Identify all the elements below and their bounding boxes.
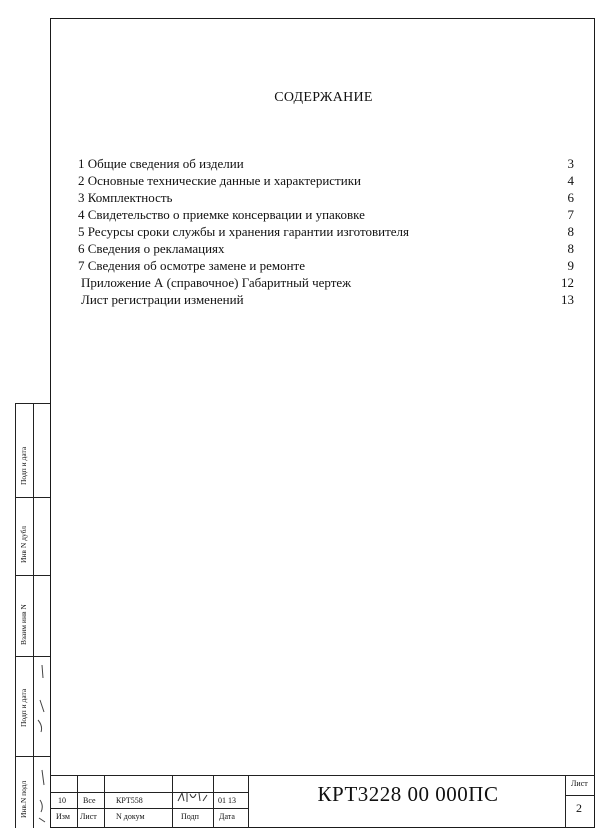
toc-item-page: 13 (561, 292, 574, 307)
side-label-podp-data-top: Подп и дата (19, 446, 28, 485)
side-label-vzam-inv: Взаим инв N (19, 604, 28, 645)
toc-item-text: 3 Комплектность (78, 190, 173, 205)
toc-item (78, 189, 588, 206)
toc-item-text: Лист регистрации изменений (81, 292, 244, 307)
toc-item-text: Приложение А (справочное) Габаритный чертеж (81, 275, 352, 290)
stamp-header-data: Дата (219, 812, 235, 821)
toc-item (78, 223, 588, 240)
title-block-row-line (50, 792, 248, 793)
toc-item-text: 6 Сведения о рекламациях (78, 241, 225, 256)
stamp-header-list: Лист (80, 812, 97, 821)
title-block-col-line (77, 775, 78, 828)
page-title: СОДЕРЖАНИЕ (274, 90, 373, 105)
document-code: КРТ3228 00 000ПС (317, 782, 499, 806)
handwritten-signature-icon (34, 660, 50, 825)
toc-item-page: 8 (567, 241, 574, 256)
side-label-podp-data-bottom: Подп и дата (19, 688, 28, 727)
toc-item (78, 172, 588, 189)
side-stamp-divider (15, 497, 50, 498)
toc-item-page: 9 (567, 258, 574, 273)
toc-item-text: 7 Сведения об осмотре замене и ремонте (78, 258, 305, 273)
sheet-cell-divider (565, 795, 595, 796)
stamp-ndokum-value: КРТ558 (116, 796, 143, 805)
toc-item-page: 3 (567, 156, 574, 171)
toc-item (78, 274, 588, 291)
stamp-header-ndokum: N докум (116, 812, 145, 821)
toc-item (78, 291, 588, 308)
page-frame (50, 18, 595, 828)
title-block-top-line (50, 775, 595, 776)
stamp-header-izm: Изм (56, 812, 70, 821)
side-label-inv-podl: Инв.N подл (19, 780, 28, 818)
title-block-col-line (213, 775, 214, 828)
side-stamp-outer-line (15, 403, 16, 828)
toc-item-page: 4 (567, 173, 574, 188)
title-block-col-line (104, 775, 105, 828)
toc-item-text: 5 Ресурсы сроки службы и хранения гарантии изготовителя (78, 224, 410, 239)
toc-item-page: 7 (567, 207, 574, 222)
signature-icon (176, 789, 210, 805)
toc-item (78, 155, 588, 172)
sheet-label: Лист (571, 779, 588, 788)
side-stamp-divider (15, 403, 50, 404)
toc-item (78, 240, 588, 257)
side-stamp-divider (15, 575, 50, 576)
toc-item-text: 4 Свидетельство о приемке консервации и упаковке (78, 207, 365, 222)
toc-item (78, 257, 588, 274)
side-label-inv-dubl: Инв N дубл (19, 526, 28, 563)
toc-item-text: 1 Общие сведения об изделии (78, 156, 244, 171)
sheet-number: 2 (576, 801, 582, 815)
toc-item (78, 206, 588, 223)
stamp-izm-value: 10 (58, 796, 66, 805)
stamp-list-value: Все (83, 796, 96, 805)
table-of-contents (78, 155, 588, 308)
toc-item-page: 6 (567, 190, 574, 205)
stamp-header-podp: Подп (181, 812, 199, 821)
toc-item-page: 12 (561, 275, 574, 290)
toc-item-page: 8 (567, 224, 574, 239)
side-stamp-divider (15, 656, 50, 657)
title-block-col-line (172, 775, 173, 828)
title-block-row-line (50, 808, 248, 809)
toc-item-text: 2 Основные технические данные и характеристики (78, 173, 361, 188)
stamp-data-value: 01 13 (218, 796, 236, 805)
